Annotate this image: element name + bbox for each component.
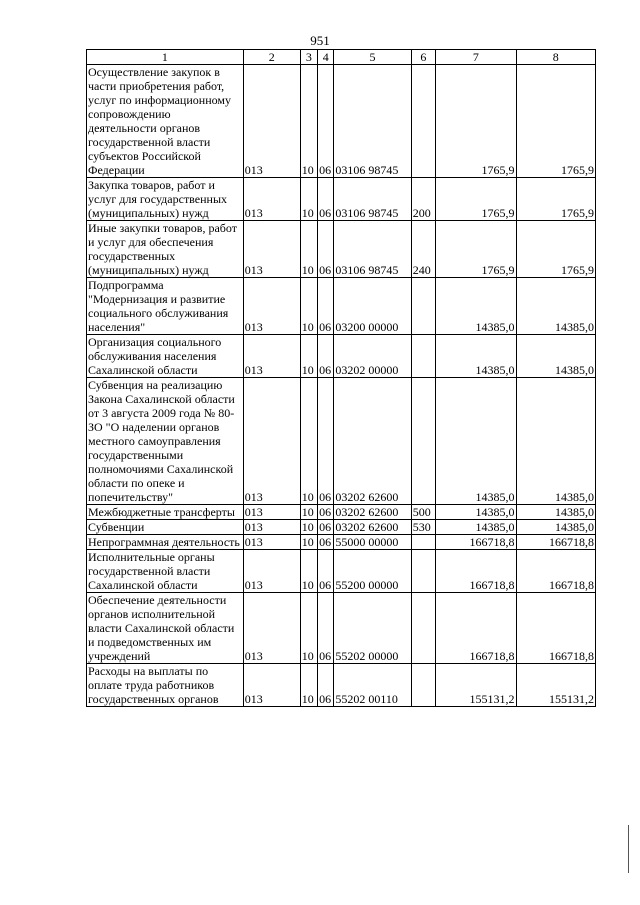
header-col-8: 8	[516, 50, 595, 65]
row-name: Организация социального обслуживания населения Сахалинской области	[87, 335, 244, 378]
row-ministry: 013	[243, 335, 300, 378]
header-col-6: 6	[411, 50, 435, 65]
row-value-1: 166718,8	[436, 593, 516, 664]
row-subsection: 06	[318, 593, 334, 664]
margin-line	[628, 825, 629, 873]
table-row	[87, 221, 596, 278]
row-value-2: 14385,0	[516, 278, 595, 335]
table-row	[87, 505, 596, 520]
header-col-4: 4	[318, 50, 334, 65]
row-section: 10	[300, 505, 317, 520]
row-target: 55000 00000	[334, 535, 411, 550]
row-value-2: 166718,8	[516, 593, 595, 664]
row-value-2: 1765,9	[516, 65, 595, 178]
row-expense-type	[411, 278, 435, 335]
row-section: 10	[300, 221, 317, 278]
row-name: Подпрограмма "Модернизация и развитие социального обслуживания населения"	[87, 278, 244, 335]
row-subsection: 06	[318, 65, 334, 178]
row-ministry: 013	[243, 178, 300, 221]
row-name: Субвенции	[87, 520, 244, 535]
table-row	[87, 593, 596, 664]
row-name: Обеспечение деятельности органов исполнительной власти Сахалинской области и подведомственных им учреждений	[87, 593, 244, 664]
row-value-1: 155131,2	[436, 664, 516, 707]
row-subsection: 06	[318, 221, 334, 278]
row-target: 03202 62600	[334, 520, 411, 535]
row-section: 10	[300, 593, 317, 664]
row-expense-type	[411, 550, 435, 593]
row-subsection: 06	[318, 335, 334, 378]
table-row	[87, 550, 596, 593]
row-value-1: 14385,0	[436, 335, 516, 378]
row-section: 10	[300, 550, 317, 593]
row-subsection: 06	[318, 520, 334, 535]
row-subsection: 06	[318, 178, 334, 221]
row-target: 55202 00110	[334, 664, 411, 707]
row-expense-type: 240	[411, 221, 435, 278]
row-ministry: 013	[243, 505, 300, 520]
table-row	[87, 664, 596, 707]
row-expense-type	[411, 65, 435, 178]
row-value-2: 1765,9	[516, 221, 595, 278]
row-section: 10	[300, 664, 317, 707]
row-name: Межбюджетные трансферты	[87, 505, 244, 520]
row-ministry: 013	[243, 221, 300, 278]
row-target: 03106 98745	[334, 65, 411, 178]
row-expense-type	[411, 593, 435, 664]
row-value-2: 1765,9	[516, 178, 595, 221]
table-row	[87, 520, 596, 535]
header-col-1: 1	[87, 50, 244, 65]
row-value-2: 14385,0	[516, 378, 595, 505]
header-col-3: 3	[300, 50, 317, 65]
row-name: Исполнительные органы государственной власти Сахалинской области	[87, 550, 244, 593]
row-expense-type: 500	[411, 505, 435, 520]
table-row	[87, 378, 596, 505]
header-col-5: 5	[334, 50, 411, 65]
row-expense-type	[411, 378, 435, 505]
row-ministry: 013	[243, 378, 300, 505]
page-number: 951	[310, 33, 330, 48]
row-ministry: 013	[243, 550, 300, 593]
row-section: 10	[300, 278, 317, 335]
row-subsection: 06	[318, 664, 334, 707]
row-expense-type	[411, 335, 435, 378]
table-row	[87, 335, 596, 378]
row-value-2: 14385,0	[516, 335, 595, 378]
header-col-7: 7	[436, 50, 516, 65]
row-subsection: 06	[318, 378, 334, 505]
row-section: 10	[300, 520, 317, 535]
table-row	[87, 535, 596, 550]
row-subsection: 06	[318, 278, 334, 335]
row-name: Непрограммная деятельность	[87, 535, 244, 550]
row-target: 03106 98745	[334, 178, 411, 221]
row-name: Иные закупки товаров, работ и услуг для обеспечения государственных (муниципальных) нужд	[87, 221, 244, 278]
row-target: 55200 00000	[334, 550, 411, 593]
row-expense-type: 530	[411, 520, 435, 535]
row-expense-type	[411, 664, 435, 707]
row-value-1: 14385,0	[436, 378, 516, 505]
row-target: 03202 62600	[334, 505, 411, 520]
table-row	[87, 65, 596, 178]
row-ministry: 013	[243, 593, 300, 664]
row-target: 03106 98745	[334, 221, 411, 278]
header-row	[87, 50, 596, 65]
header-col-2: 2	[243, 50, 300, 65]
row-expense-type: 200	[411, 178, 435, 221]
row-subsection: 06	[318, 550, 334, 593]
row-section: 10	[300, 535, 317, 550]
row-value-2: 166718,8	[516, 550, 595, 593]
row-value-1: 1765,9	[436, 178, 516, 221]
row-target: 55202 00000	[334, 593, 411, 664]
row-value-1: 1765,9	[436, 221, 516, 278]
row-value-1: 166718,8	[436, 550, 516, 593]
table-row	[87, 278, 596, 335]
row-name: Закупка товаров, работ и услуг для государственных (муниципальных) нужд	[87, 178, 244, 221]
row-expense-type	[411, 535, 435, 550]
row-ministry: 013	[243, 65, 300, 178]
row-value-1: 14385,0	[436, 520, 516, 535]
row-value-2: 155131,2	[516, 664, 595, 707]
table-row	[87, 178, 596, 221]
row-section: 10	[300, 378, 317, 505]
row-target: 03200 00000	[334, 278, 411, 335]
row-name: Осуществление закупок в части приобретения работ, услуг по информационному сопровождению деятельности органов государственной власти субъектов Российской Федерации	[87, 65, 244, 178]
row-ministry: 013	[243, 278, 300, 335]
row-section: 10	[300, 65, 317, 178]
row-value-2: 14385,0	[516, 505, 595, 520]
row-section: 10	[300, 178, 317, 221]
row-value-1: 14385,0	[436, 278, 516, 335]
row-section: 10	[300, 335, 317, 378]
row-value-1: 14385,0	[436, 505, 516, 520]
row-name: Расходы на выплаты по оплате труда работников государственных органов	[87, 664, 244, 707]
row-value-1: 166718,8	[436, 535, 516, 550]
row-value-2: 14385,0	[516, 520, 595, 535]
row-target: 03202 62600	[334, 378, 411, 505]
row-ministry: 013	[243, 535, 300, 550]
row-subsection: 06	[318, 505, 334, 520]
row-value-1: 1765,9	[436, 65, 516, 178]
row-ministry: 013	[243, 520, 300, 535]
row-name: Субвенция на реализацию Закона Сахалинской области от 3 августа 2009 года № 80-ЗО "О наделении органов местного самоуправления государственными полномочиями Сахалинской области по опеке и попечительству"	[87, 378, 244, 505]
row-subsection: 06	[318, 535, 334, 550]
row-value-2: 166718,8	[516, 535, 595, 550]
row-ministry: 013	[243, 664, 300, 707]
budget-table	[86, 49, 596, 707]
row-target: 03202 00000	[334, 335, 411, 378]
